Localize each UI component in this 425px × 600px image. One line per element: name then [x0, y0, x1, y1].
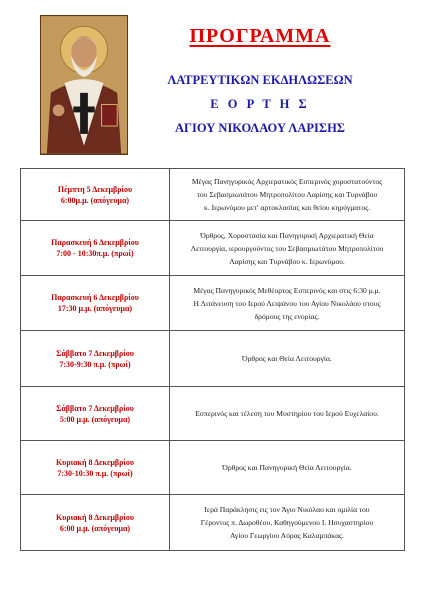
date-cell	[21, 331, 170, 387]
event-line: Αγίου Γεωργίου Αύρας Καλαμπάκας.	[230, 531, 344, 540]
event-cell	[170, 169, 405, 221]
event-line: Ιερά Παράκλησις εις τον Άγιο Νικόλαο και ομιλία του	[204, 505, 370, 514]
event-line: του Σεβασμιωτάτου Μητροπολίτου Λαρίσης και Τυρνάβου	[196, 190, 378, 199]
table-row	[21, 441, 405, 495]
event-line: Μέγας Πανηγυρικός Αρχιερατικός Εσπερινός χοροστατούντος	[191, 177, 383, 186]
event-line: Όρθρος, Χοροστασία και Πανηγυρική Αρχιερατική Θεία	[200, 230, 374, 240]
date-time: 6:00μ.μ. (απόγευμα)	[60, 195, 130, 205]
date-cell	[21, 387, 170, 441]
date-cell	[21, 495, 170, 551]
date-time: 7:30-10:30 π.μ. (πρωί)	[57, 468, 133, 478]
schedule-table	[20, 168, 405, 551]
date-time: 7:00 - 10:30π.μ. (πρωί)	[56, 249, 134, 258]
event-line: Λαρίσης και Τυρνάβου κ. Ιερωνύμου.	[229, 256, 345, 266]
subtitle-line-3: ΑΓΙΟΥ ΝΙΚΟΛΑΟΥ ΛΑΡΙΣΗΣ	[175, 121, 345, 135]
date-day: Κυριακή 8 Δεκεμβρίου	[55, 457, 135, 467]
event-line: Όρθρος και Θεία Λειτουργία.	[242, 354, 332, 363]
date-time: 6:00 μ.μ. (απόγευμα)	[59, 523, 131, 533]
event-line: Η Λιτάνευση του Ιερού Λειψάνου του Αγίου Νικολάου στους	[193, 298, 381, 308]
table-row	[21, 495, 405, 551]
event-line: δρόμους της ενορίας.	[254, 311, 320, 321]
table-row	[21, 387, 405, 441]
date-day: Παρασκευή 6 Δεκεμβρίου	[51, 238, 139, 247]
event-cell	[170, 276, 405, 331]
event-line: Μέγας Πανηγυρικός Μεθέορτος Εσπερινός και στις 6:30 μ.μ.	[193, 285, 381, 295]
subtitle-line-1: ΛΑΤΡΕΥΤΙΚΩΝ ΕΚΔΗΛΩΣΕΩΝ	[167, 73, 353, 87]
event-line: κ. Ιερωνύμου μετ' αρτοκλασίας και θείου κηρύγματος.	[203, 203, 371, 212]
table-row	[21, 276, 405, 331]
date-day: Σάββατο 7 Δεκεμβρίου	[56, 403, 134, 413]
date-cell	[21, 169, 170, 221]
date-time: 5:00 μ.μ. (απόγευμα)	[59, 414, 131, 424]
table-row	[21, 169, 405, 221]
page-title: ΠΡΟΓΡΑΜΜΑ	[189, 25, 331, 47]
event-line: Εσπερινός και τέλεση του Μυστηρίου του Ιερού Ευχελαίου.	[195, 409, 379, 418]
date-day: Κυριακή 8 Δεκεμβρίου	[55, 512, 135, 522]
saint-nicholas-icon	[40, 15, 128, 155]
date-cell	[21, 221, 170, 276]
date-day: Πέμπτη 5 Δεκεμβρίου	[57, 184, 133, 194]
subtitle-line-2: Ε Ο Ρ Τ Η Σ	[210, 97, 310, 111]
table-row	[21, 221, 405, 276]
event-line: Γέροντος π. Δωροθέου, Καθηγούμενου Ι. Ησυχαστηρίου	[200, 518, 374, 527]
event-cell	[170, 495, 405, 551]
event-line: Όρθρος και Πανηγυρική Θεία Λειτουργία.	[222, 463, 352, 472]
event-cell	[170, 221, 405, 276]
event-cell	[170, 387, 405, 441]
event-line: Λειτουργία, ιερουργούντος του Σεβασμιωτάτου Μητροπολίτου	[190, 243, 384, 253]
date-cell	[21, 276, 170, 331]
table-row	[21, 331, 405, 387]
date-day: Σάββατο 7 Δεκεμβρίου	[56, 348, 134, 358]
date-cell	[21, 441, 170, 495]
date-time: 7:30-9:30 π.μ. (πρωί)	[59, 359, 131, 369]
date-day: Παρασκευή 6 Δεκεμβρίου	[51, 293, 139, 302]
date-time: 17:30 μ.μ. (απόγευμα)	[57, 304, 133, 313]
event-cell	[170, 331, 405, 387]
event-cell	[170, 441, 405, 495]
